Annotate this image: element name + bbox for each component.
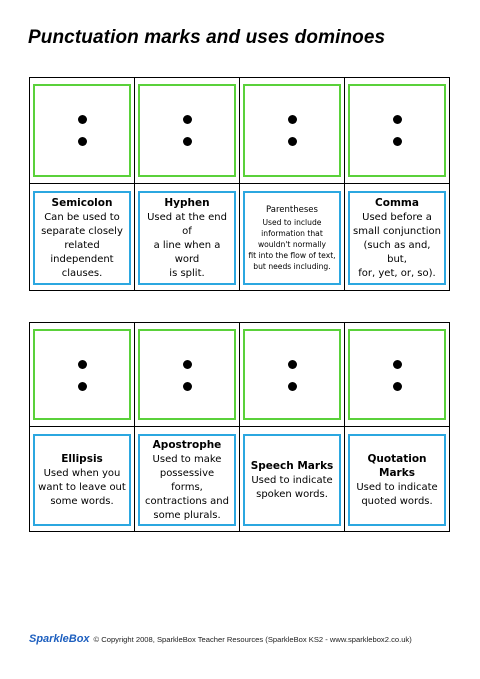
green-frame	[138, 329, 236, 420]
domino-text-cell	[30, 184, 135, 291]
dot-icon	[288, 382, 297, 391]
dot-icon	[288, 115, 297, 124]
desc-line: fit into the flow of text,	[248, 251, 336, 260]
copyright-text: © Copyright 2008, SparkleBox Teacher Resources (SparkleBox KS2 - www.sparklebox2.co.uk)	[93, 634, 412, 644]
green-frame	[348, 84, 446, 177]
green-frame	[138, 84, 236, 177]
punctuation-card	[140, 193, 234, 283]
desc-line: Can be used to	[44, 211, 120, 223]
desc-line: clauses.	[61, 267, 103, 279]
blue-frame	[138, 434, 236, 526]
desc-line: Used to make	[152, 453, 222, 465]
desc-line: possessive forms,	[159, 467, 215, 493]
domino-sheet-1	[29, 77, 450, 291]
green-frame	[33, 84, 131, 177]
card-name: Semicolon	[51, 196, 113, 209]
dot-icon	[78, 115, 87, 124]
desc-line: some words.	[50, 495, 114, 507]
domino-symbol-cell	[30, 78, 135, 183]
dot-icon	[183, 115, 192, 124]
domino-symbol-cell	[135, 323, 240, 426]
page-title: Punctuation marks and uses dominoes	[28, 27, 386, 48]
punctuation-card	[245, 193, 339, 283]
desc-line: a line when a word	[153, 239, 221, 265]
punctuation-card	[350, 193, 444, 283]
desc-line: spoken words.	[256, 488, 328, 500]
blue-frame	[33, 434, 131, 526]
dot-icon	[393, 382, 402, 391]
blue-frame	[243, 191, 341, 285]
card-description	[143, 211, 231, 281]
punctuation-card	[35, 436, 129, 524]
domino-symbol-row	[30, 323, 449, 427]
domino-text-cell	[30, 427, 135, 532]
blue-frame	[348, 434, 446, 526]
domino-text-cell	[135, 184, 240, 291]
domino-symbol-cell	[345, 78, 449, 183]
domino-symbol-row	[30, 78, 449, 184]
card-name: Parentheses	[266, 205, 318, 215]
dot-icon	[78, 360, 87, 369]
blue-frame	[348, 191, 446, 285]
dot-icon	[183, 137, 192, 146]
blue-frame	[33, 191, 131, 285]
domino-symbol-cell	[135, 78, 240, 183]
card-description	[248, 217, 335, 272]
desc-line: Used to include	[262, 218, 322, 227]
punctuation-card	[35, 193, 129, 283]
dot-icon	[183, 360, 192, 369]
card-name: Hyphen	[164, 196, 210, 209]
domino-symbol-cell	[240, 78, 345, 183]
desc-line: quoted words.	[361, 495, 433, 507]
card-description	[356, 481, 437, 509]
dot-icon	[393, 137, 402, 146]
card-name: Apostrophe	[152, 438, 222, 451]
sparklebox-logo: SparkleBox	[29, 633, 90, 645]
desc-line: wouldn't normally	[257, 240, 327, 249]
green-frame	[348, 329, 446, 420]
punctuation-card	[140, 436, 234, 524]
desc-line: Used to indicate	[356, 481, 438, 493]
dot-icon	[78, 137, 87, 146]
card-name: Speech Marks	[250, 459, 334, 472]
domino-symbol-cell	[345, 323, 449, 426]
dot-icon	[393, 115, 402, 124]
dot-icon	[288, 360, 297, 369]
card-description	[38, 467, 126, 509]
green-frame	[33, 329, 131, 420]
desc-line: (such as and, but,	[363, 239, 431, 265]
green-frame	[243, 329, 341, 420]
domino-text-row	[30, 184, 449, 291]
desc-line: Used at the end of	[147, 211, 227, 237]
footer	[29, 633, 412, 645]
domino-symbol-cell	[240, 323, 345, 426]
domino-text-cell	[240, 184, 345, 291]
domino-text-cell	[345, 427, 449, 532]
card-name: Comma	[375, 196, 419, 209]
desc-line: for, yet, or, so).	[358, 267, 436, 279]
desc-line: information that	[261, 229, 323, 238]
dot-icon	[393, 360, 402, 369]
card-name: Ellipsis	[61, 452, 103, 465]
desc-line: contractions and	[145, 495, 229, 507]
dot-icon	[78, 382, 87, 391]
punctuation-card	[350, 436, 444, 524]
card-name: Quotation Marks	[367, 452, 427, 479]
desc-line: small conjunction	[353, 225, 441, 237]
desc-line: related independent	[50, 239, 114, 265]
domino-text-cell	[240, 427, 345, 532]
desc-line: but needs including.	[253, 262, 331, 271]
desc-line: separate closely	[41, 225, 123, 237]
card-description	[38, 211, 126, 281]
domino-text-row	[30, 427, 449, 532]
desc-line: want to leave out	[38, 481, 126, 493]
card-description	[143, 453, 231, 523]
domino-sheet-2	[29, 322, 450, 532]
desc-line: Used when you	[43, 467, 121, 479]
desc-line: Used before a	[362, 211, 432, 223]
blue-frame	[138, 191, 236, 285]
card-description	[353, 211, 441, 281]
desc-line: Used to indicate	[251, 474, 333, 486]
desc-line: is split.	[169, 267, 205, 279]
domino-text-cell	[135, 427, 240, 532]
card-description	[251, 474, 332, 502]
domino-text-cell	[345, 184, 449, 291]
desc-line: some plurals.	[153, 509, 221, 521]
dot-icon	[183, 382, 192, 391]
green-frame	[243, 84, 341, 177]
punctuation-card	[245, 436, 339, 524]
domino-symbol-cell	[30, 323, 135, 426]
dot-icon	[288, 137, 297, 146]
blue-frame	[243, 434, 341, 526]
